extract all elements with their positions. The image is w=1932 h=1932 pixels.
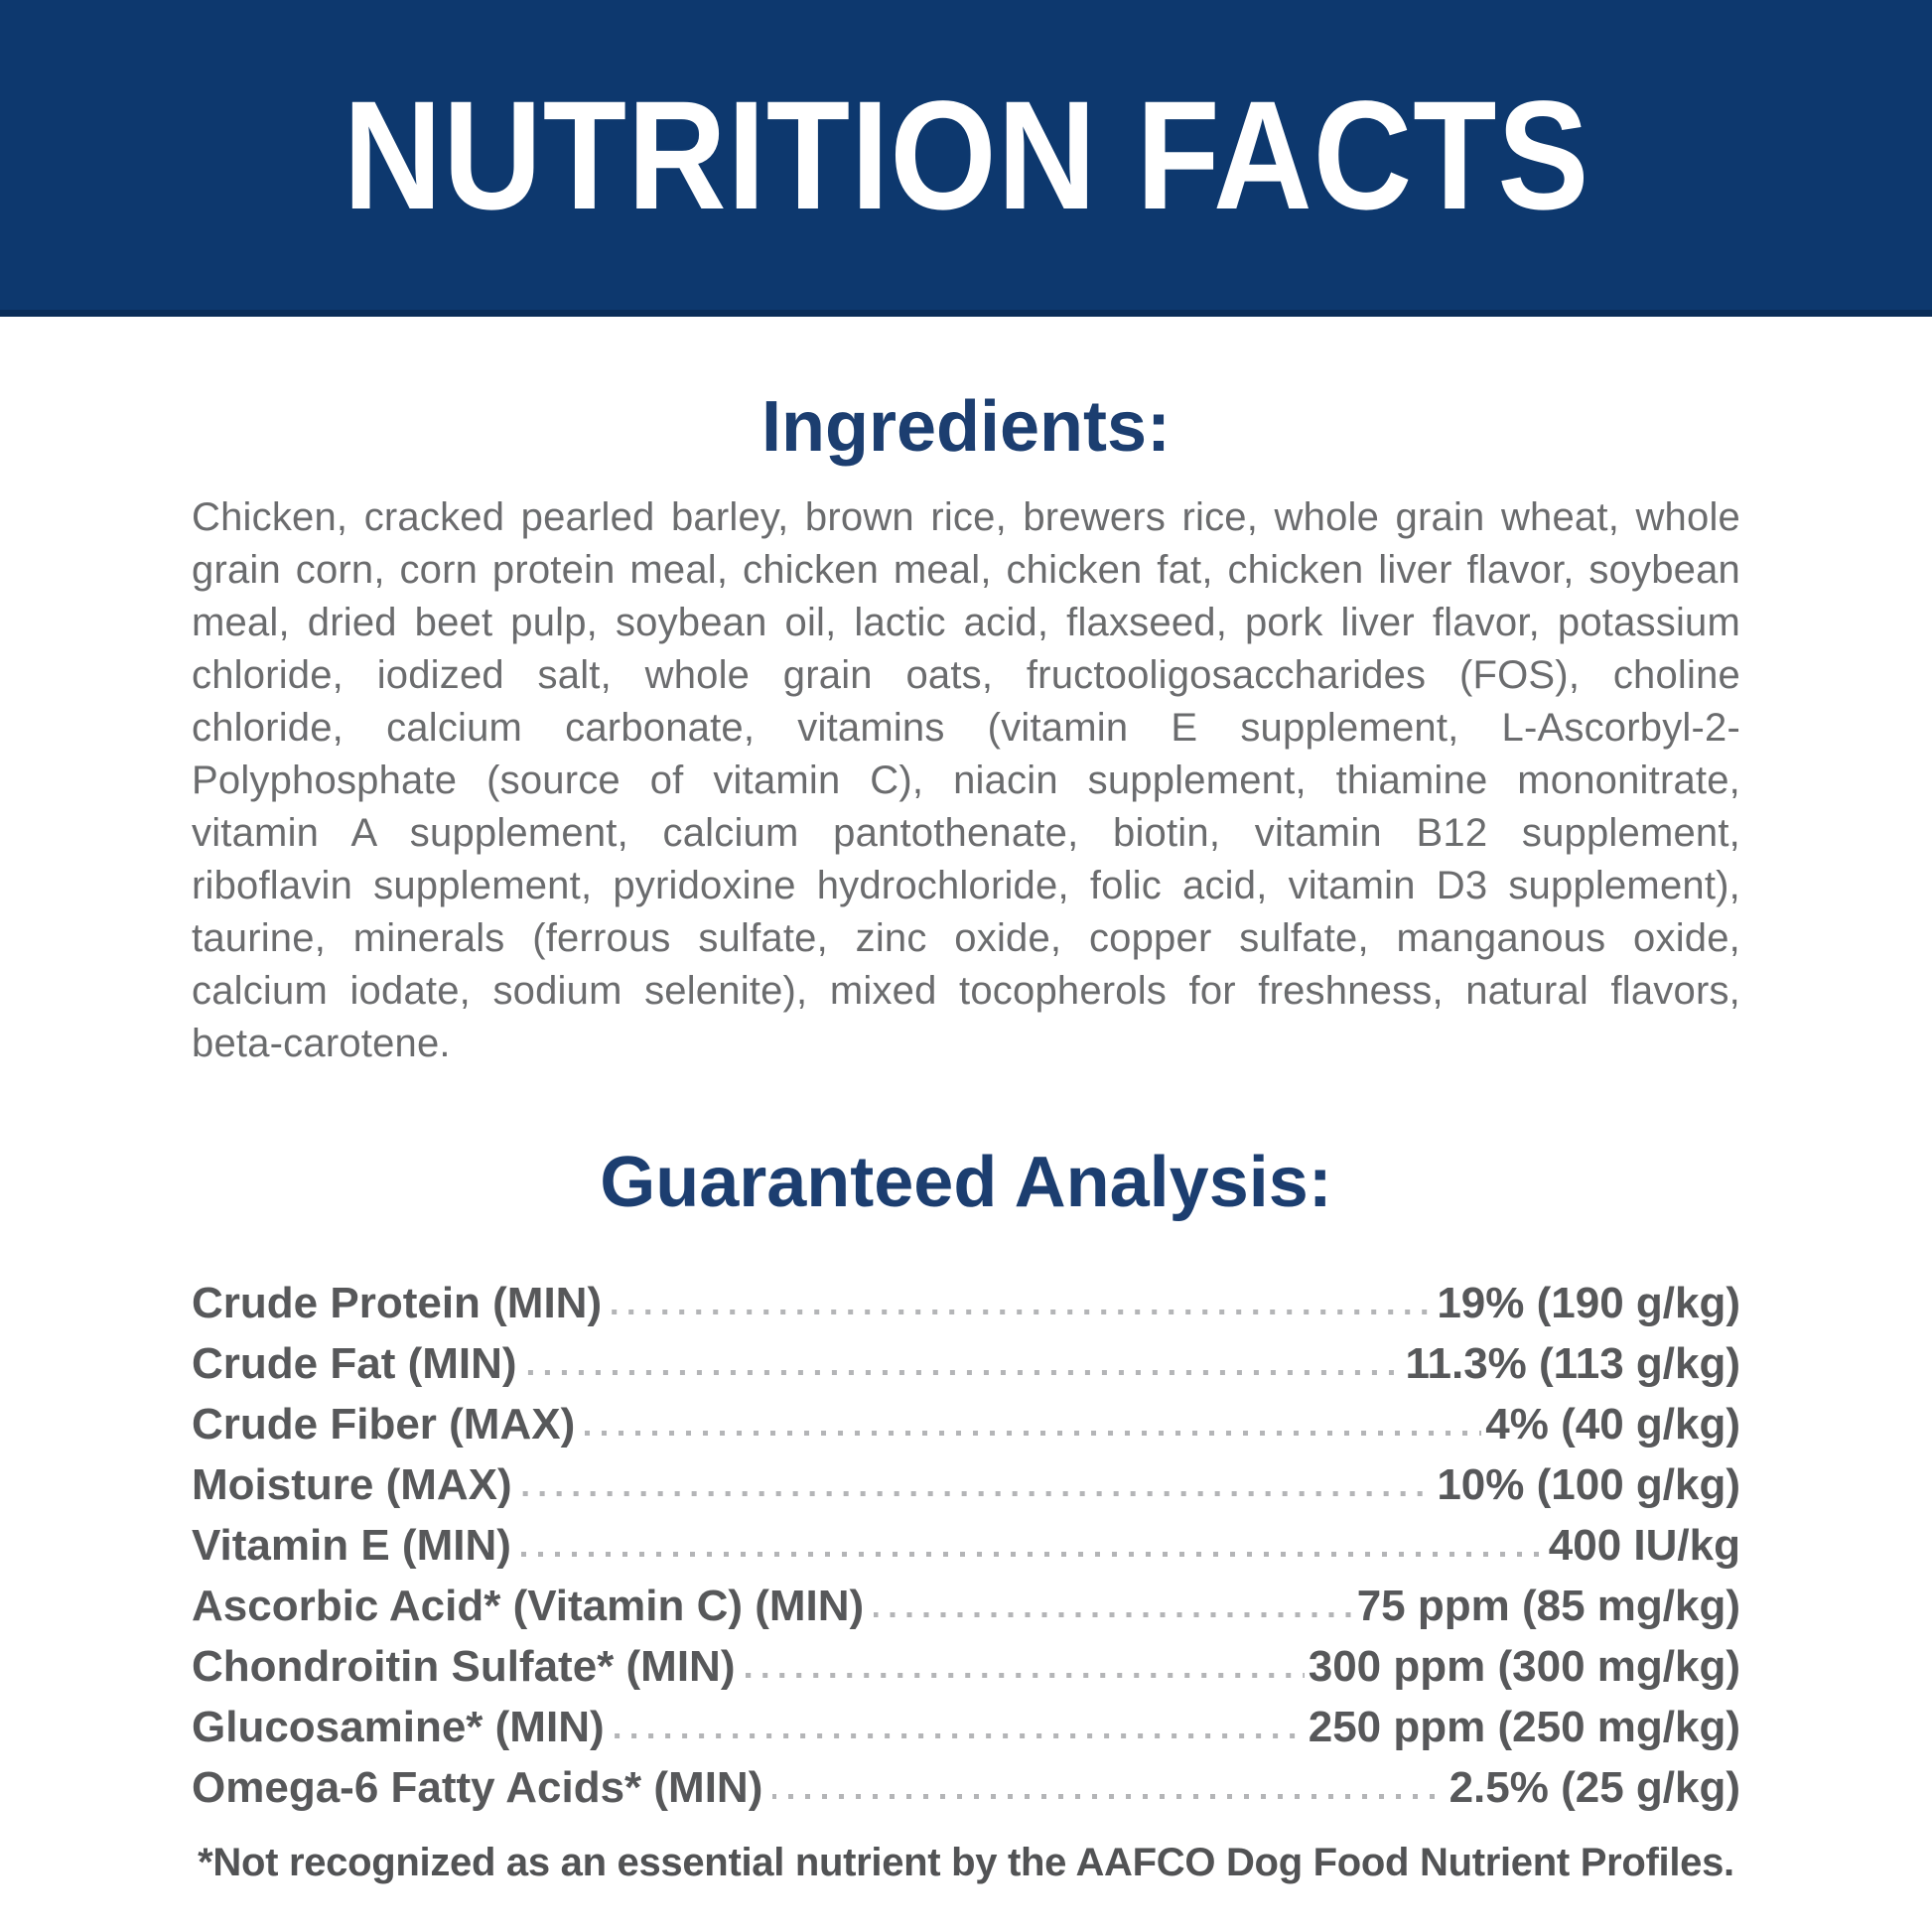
analysis-row xyxy=(192,1448,1740,1508)
nutrient-label: Chondroitin Sulfate* (MIN) xyxy=(192,1641,736,1691)
nutrient-label: Crude Protein (MIN) xyxy=(192,1278,603,1327)
ingredients-paragraph: Chicken, cracked pearled barley, brown rice, brewers rice, whole grain wheat, whole grain corn, corn protein meal, chicken meal, chicken fat, chicken liver flavor, soybean meal, dried beet pulp, soybean oil, lactic acid, flaxseed, pork liver flavor, potassium chloride, iodized salt, whole grain oats, fructooligosaccharides (FOS), choline chloride, calcium carbonate, vitamins (vitamin E supplement, L-Ascorbyl-2-Polyphosphate (source of vitamin C), niacin supplement, thiamine mononitrate, vitamin A supplement, calcium pantothenate, biotin, vitamin B12 supplement, riboflavin supplement, pyridoxine hydrochloride, folic acid, vitamin D3 supplement), taurine, minerals (ferrous sulfate, zinc oxide, copper sulfate, manganous oxide, calcium iodate, sodium selenite), mixed tocopherols for freshness, natural flavors, beta-carotene. xyxy=(192,494,1740,1065)
nutrient-label: Vitamin E (MIN) xyxy=(192,1520,511,1570)
analysis-row xyxy=(192,1569,1740,1629)
analysis-row xyxy=(192,1266,1740,1326)
analysis-row xyxy=(192,1387,1740,1448)
analysis-row xyxy=(192,1750,1740,1811)
nutrient-value: 4% (40 g/kg) xyxy=(1485,1399,1740,1449)
nutrient-value: 400 IU/kg xyxy=(1548,1520,1740,1570)
dotted-leader xyxy=(615,1733,1305,1738)
dotted-leader xyxy=(772,1794,1445,1799)
nutrient-label: Omega-6 Fatty Acids* (MIN) xyxy=(192,1762,763,1812)
guaranteed-analysis-heading: Guaranteed Analysis: xyxy=(600,1142,1332,1222)
guaranteed-analysis-table xyxy=(192,1266,1740,1811)
dotted-leader xyxy=(874,1612,1353,1617)
dotted-leader xyxy=(521,1552,1545,1557)
nutrient-value: 19% (190 g/kg) xyxy=(1437,1278,1740,1327)
ingredients-heading: Ingredients: xyxy=(760,387,1172,467)
dotted-leader xyxy=(612,1310,1433,1314)
nutrient-value: 75 ppm (85 mg/kg) xyxy=(1356,1581,1740,1630)
nutrient-label: Crude Fiber (MAX) xyxy=(192,1399,576,1449)
analysis-row xyxy=(192,1508,1740,1569)
analysis-row xyxy=(192,1690,1740,1750)
nutrient-label: Moisture (MAX) xyxy=(192,1459,512,1509)
dotted-leader xyxy=(527,1370,1402,1375)
analysis-row xyxy=(192,1326,1740,1387)
label-content xyxy=(192,387,1740,1885)
dotted-leader xyxy=(522,1491,1434,1496)
banner xyxy=(0,0,1932,317)
page-title: NUTRITION FACTS xyxy=(343,68,1589,241)
aafco-footnote: *Not recognized as an essential nutrient by the AAFCO Dog Food Nutrient Profiles. xyxy=(198,1841,1734,1885)
nutrient-label: Ascorbic Acid* (Vitamin C) (MIN) xyxy=(192,1581,865,1630)
nutrient-label: Glucosamine* (MIN) xyxy=(192,1702,605,1751)
analysis-row xyxy=(192,1629,1740,1690)
nutrient-value: 10% (100 g/kg) xyxy=(1437,1459,1740,1509)
dotted-leader xyxy=(746,1673,1305,1678)
nutrient-value: 300 ppm (300 mg/kg) xyxy=(1308,1641,1740,1691)
nutrient-value: 250 ppm (250 mg/kg) xyxy=(1308,1702,1740,1751)
nutrient-label: Crude Fat (MIN) xyxy=(192,1338,517,1388)
nutrient-value: 11.3% (113 g/kg) xyxy=(1405,1338,1740,1388)
nutrient-value: 2.5% (25 g/kg) xyxy=(1449,1762,1740,1812)
dotted-leader xyxy=(585,1431,1481,1436)
